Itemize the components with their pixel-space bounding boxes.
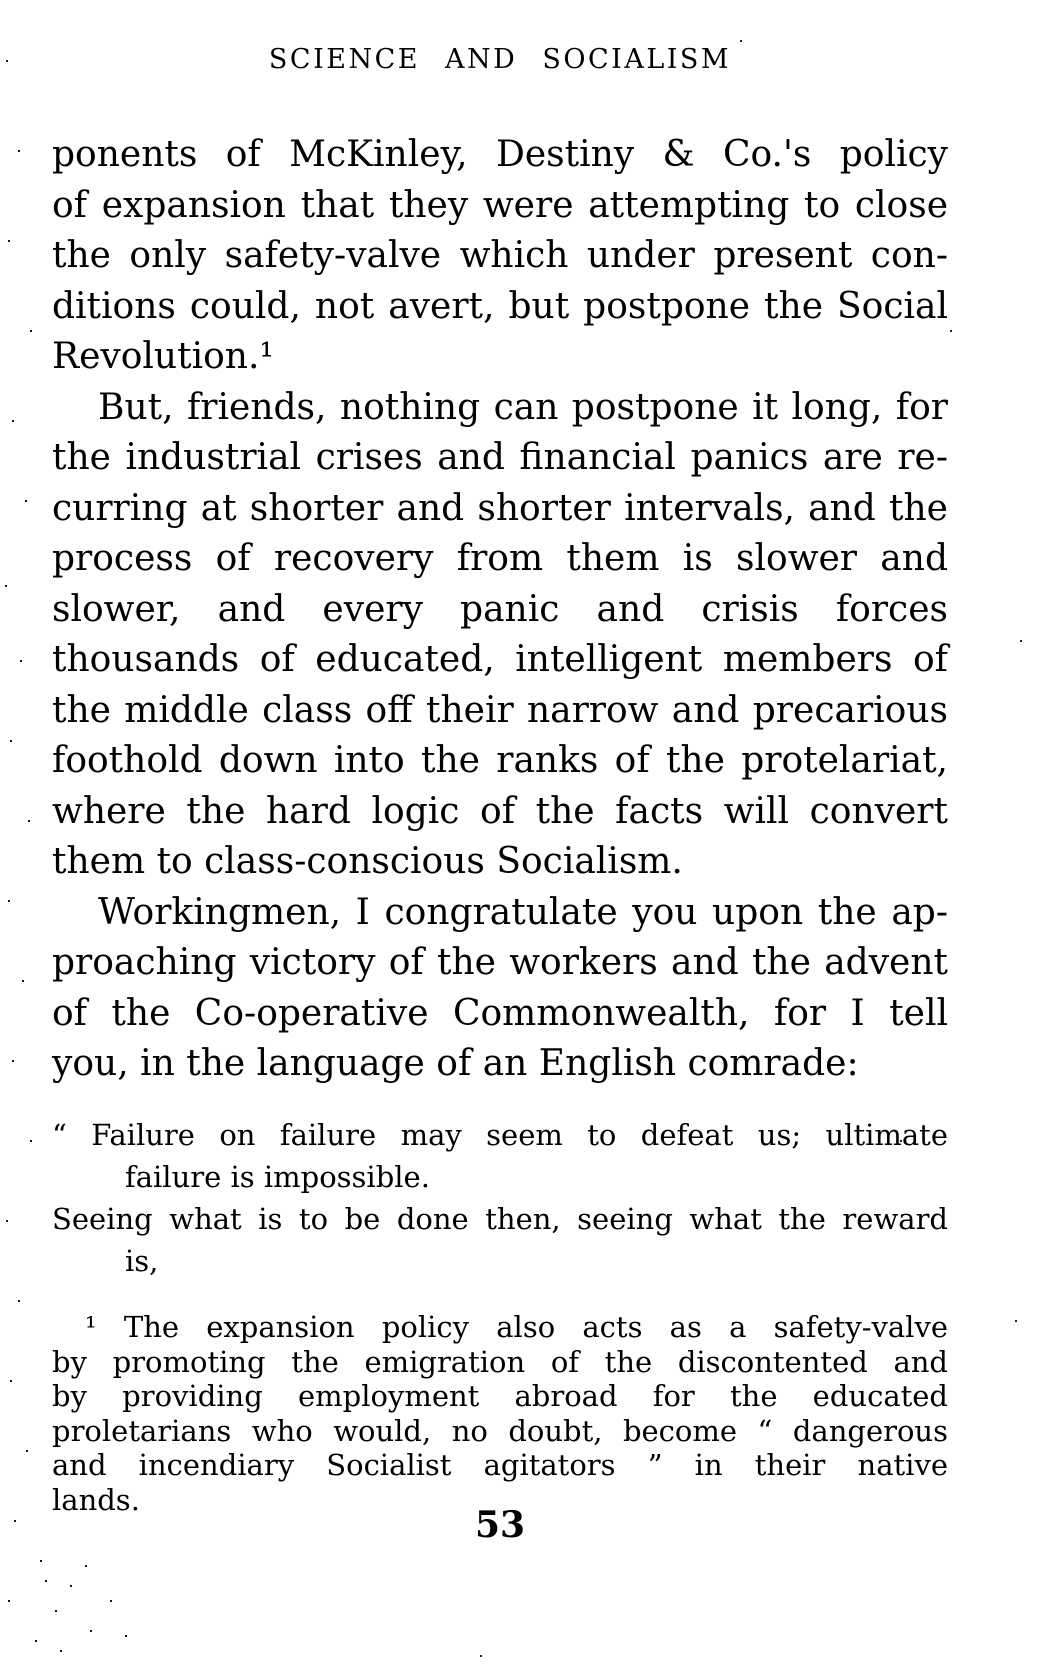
text-line: them to class-conscious Socialism. bbox=[52, 841, 683, 882]
footnote-line: ¹ The expansion policy also acts as a safety-valve bbox=[85, 1310, 948, 1344]
text-line: ditions could, not avert, but postpone the Social bbox=[52, 285, 948, 327]
text-line: you, in the language of an English comrade: bbox=[52, 1043, 859, 1084]
running-header: SCIENCE AND SOCIALISM bbox=[268, 44, 732, 75]
footnote-line: lands. bbox=[52, 1482, 140, 1517]
text-line: process of recovery from them is slower and bbox=[52, 538, 948, 579]
text-line: proaching victory of the workers and the advent bbox=[52, 942, 948, 983]
text-line: where the hard logic of the facts will convert bbox=[52, 790, 948, 832]
quote-line: failure is impossible. bbox=[125, 1160, 430, 1194]
quote-line: Seeing what is to be done then, seeing what the reward bbox=[52, 1202, 948, 1236]
quote-line: is, bbox=[125, 1244, 159, 1278]
text-line: the industrial crises and financial panics are re- bbox=[52, 437, 948, 478]
text-line: ponents of McKinley, Destiny & Co.'s policy bbox=[52, 134, 948, 175]
text-line: the only safety-valve which under present con- bbox=[52, 235, 948, 276]
text-line: of the Co-operative Commonwealth, for I tell bbox=[52, 992, 948, 1034]
text-line: curring at shorter and shorter intervals, and the bbox=[52, 487, 948, 529]
footnote-line: proletarians who would, no doubt, become “ dangerous bbox=[52, 1413, 948, 1448]
text-line: slower, and every panic and crisis forces bbox=[52, 588, 948, 630]
text-line: of expansion that they were attempting to close bbox=[52, 184, 948, 226]
page-number: 53 bbox=[474, 1504, 526, 1546]
scan-noise-dots bbox=[0, 0, 2, 2]
text-line: Revolution.¹ bbox=[52, 336, 274, 377]
footnote-line: by providing employment abroad for the educated bbox=[52, 1379, 948, 1413]
footnote bbox=[52, 1310, 948, 1517]
verse-quote bbox=[52, 1114, 948, 1282]
footnote-line: and incendiary Socialist agitators ” in their native bbox=[52, 1448, 948, 1482]
footnote-line: by promoting the emigration of the discontented and bbox=[52, 1344, 948, 1379]
quote-line: “ Failure on failure may seem to defeat us; ultimate bbox=[52, 1118, 948, 1152]
text-line: the middle class off their narrow and precarious bbox=[52, 689, 948, 731]
text-line: thousands of educated, intelligent members of bbox=[52, 639, 948, 680]
body-text bbox=[52, 130, 948, 1090]
text-line: Workingmen, I congratulate you upon the ap- bbox=[98, 891, 948, 933]
text-line: foothold down into the ranks of the protelariat, bbox=[52, 740, 948, 781]
text-line: But, friends, nothing can postpone it long, for bbox=[98, 386, 948, 428]
